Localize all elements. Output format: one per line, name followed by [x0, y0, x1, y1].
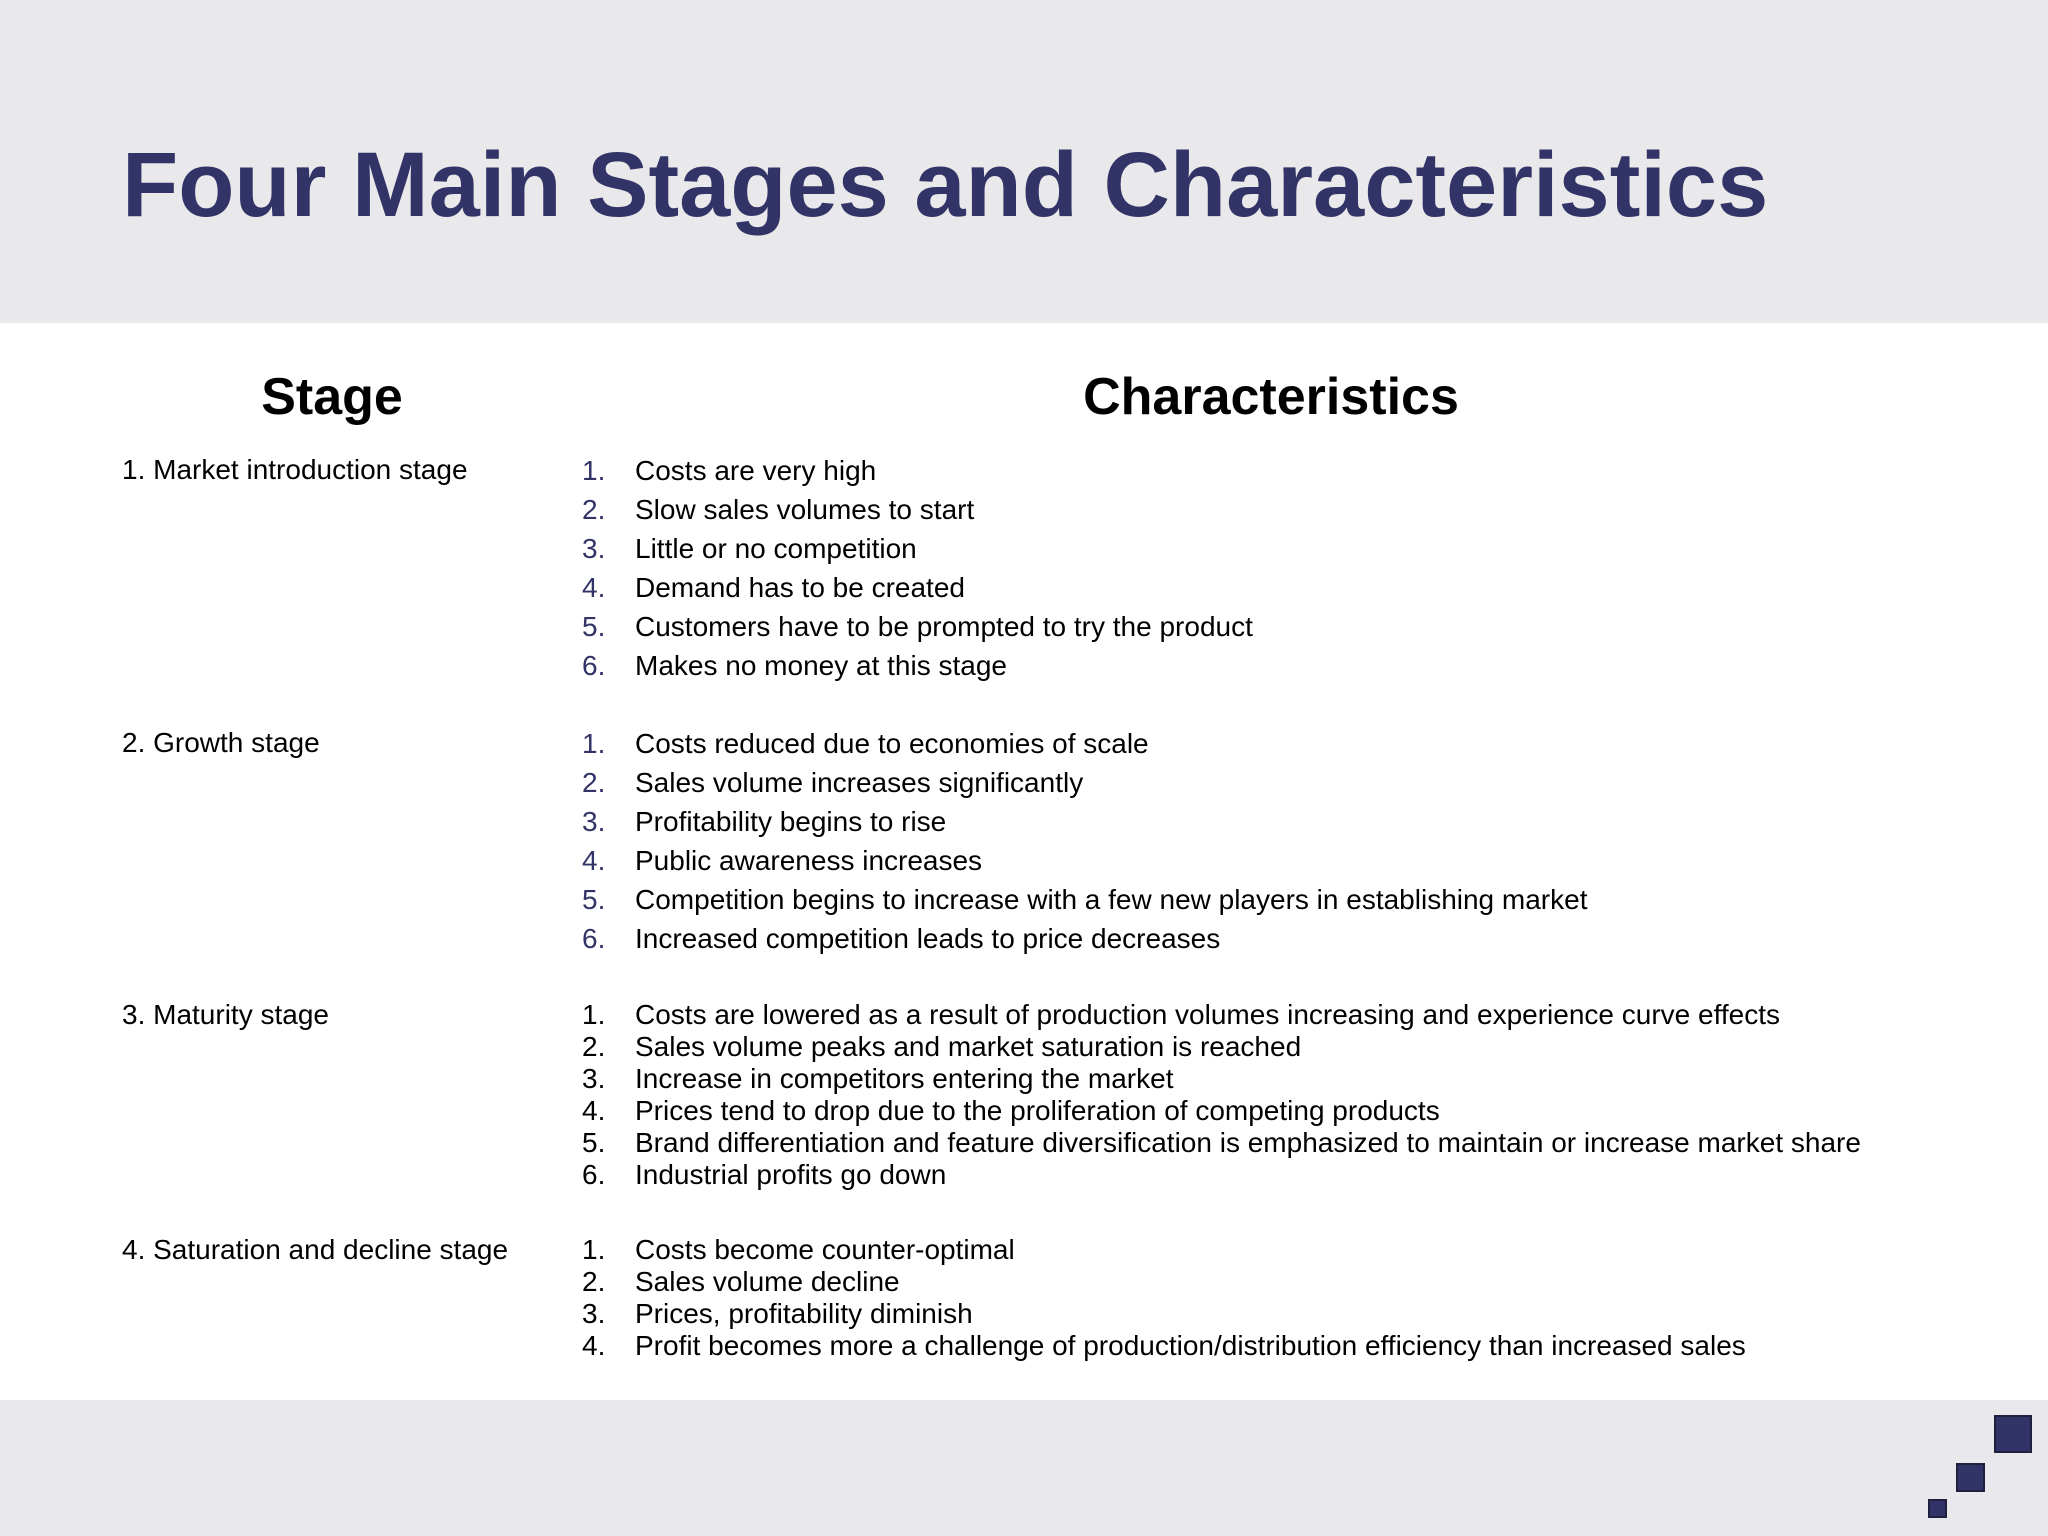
stage-label-growth: 2. Growth stage	[122, 727, 320, 758]
list-item-text: Sales volume peaks and market saturation is reached	[635, 1031, 1302, 1062]
list-item-number: 2.	[582, 1266, 606, 1297]
list-item-number: 4.	[582, 845, 606, 876]
decorative-square	[1956, 1463, 1985, 1492]
list-item-text: Brand differentiation and feature diversification is emphasized to maintain or increase market share	[635, 1127, 1861, 1158]
list-item-text: Increase in competitors entering the market	[635, 1063, 1174, 1094]
list-item	[582, 646, 1253, 685]
list-item-text: Industrial profits go down	[635, 1159, 947, 1190]
list-item-number: 4.	[582, 1095, 606, 1126]
list-item-text: Sales volume decline	[635, 1266, 900, 1297]
list-item-number: 3.	[582, 533, 606, 564]
decorative-square	[1994, 1415, 2032, 1453]
list-item-number: 2.	[582, 1031, 606, 1062]
list-item-number: 3.	[582, 806, 606, 837]
list-item-number: 6.	[582, 923, 606, 954]
list-item	[582, 1159, 1861, 1191]
list-item-text: Makes no money at this stage	[635, 650, 1007, 681]
list-item	[582, 880, 1587, 919]
list-item	[582, 763, 1587, 802]
list-item	[582, 1063, 1861, 1095]
list-item	[582, 451, 1253, 490]
list-item-text: Prices tend to drop due to the proliferation of competing products	[635, 1095, 1440, 1126]
list-item-number: 1.	[582, 455, 606, 486]
list-item	[582, 1330, 1746, 1362]
list-item-text: Demand has to be created	[635, 572, 965, 603]
list-item-number: 5.	[582, 884, 606, 915]
list-item-number: 6.	[582, 1159, 606, 1190]
list-item	[582, 1095, 1861, 1127]
list-item-number: 1.	[582, 999, 606, 1030]
list-item	[582, 490, 1253, 529]
characteristics-column-header: Characteristics	[1083, 368, 1459, 426]
stage-label-introduction: 1. Market introduction stage	[122, 454, 468, 485]
list-item	[582, 607, 1253, 646]
decorative-square	[1928, 1499, 1947, 1518]
list-item-text: Costs become counter-optimal	[635, 1234, 1015, 1265]
list-item-text: Profit becomes more a challenge of production/distribution efficiency than increased sales	[635, 1330, 1746, 1361]
characteristics-list-maturity	[582, 999, 1861, 1191]
list-item-number: 1.	[582, 1234, 606, 1265]
list-item	[582, 1127, 1861, 1159]
list-item-number: 3.	[582, 1298, 606, 1329]
list-item-text: Little or no competition	[635, 533, 917, 564]
list-item-text: Costs reduced due to economies of scale	[635, 728, 1149, 759]
stage-label-maturity: 3. Maturity stage	[122, 999, 329, 1030]
list-item-text: Competition begins to increase with a few new players in establishing market	[635, 884, 1588, 915]
list-item	[582, 529, 1253, 568]
list-item	[582, 1031, 1861, 1063]
list-item	[582, 841, 1587, 880]
slide-title: Four Main Stages and Characteristics	[122, 134, 1769, 236]
characteristics-list-growth	[582, 724, 1587, 958]
list-item-text: Profitability begins to rise	[635, 806, 947, 837]
list-item-text: Prices, profitability diminish	[635, 1298, 973, 1329]
list-item-number: 2.	[582, 767, 606, 798]
list-item-text: Slow sales volumes to start	[635, 494, 975, 525]
stage-label-decline: 4. Saturation and decline stage	[122, 1234, 509, 1265]
list-item	[582, 919, 1587, 958]
list-item-text: Sales volume increases significantly	[635, 767, 1084, 798]
list-item-number: 4.	[582, 1330, 606, 1361]
list-item-text: Public awareness increases	[635, 845, 983, 876]
list-item	[582, 1266, 1746, 1298]
list-item	[582, 1298, 1746, 1330]
list-item-text: Customers have to be prompted to try the product	[635, 611, 1253, 642]
footer-band	[0, 1400, 2048, 1536]
characteristics-list-introduction	[582, 451, 1253, 685]
list-item	[582, 802, 1587, 841]
list-item	[582, 999, 1861, 1031]
list-item-text: Costs are lowered as a result of production volumes increasing and experience curve effects	[635, 999, 1780, 1030]
list-item-number: 6.	[582, 650, 606, 681]
list-item-text: Costs are very high	[635, 455, 877, 486]
list-item-number: 5.	[582, 1127, 606, 1158]
list-item	[582, 568, 1253, 607]
list-item-number: 5.	[582, 611, 606, 642]
list-item	[582, 724, 1587, 763]
list-item-number: 1.	[582, 728, 606, 759]
list-item-number: 2.	[582, 494, 606, 525]
list-item-number: 4.	[582, 572, 606, 603]
list-item	[582, 1234, 1746, 1266]
stage-column-header: Stage	[261, 368, 403, 426]
characteristics-list-decline	[582, 1234, 1746, 1362]
list-item-number: 3.	[582, 1063, 606, 1094]
list-item-text: Increased competition leads to price decreases	[635, 923, 1221, 954]
